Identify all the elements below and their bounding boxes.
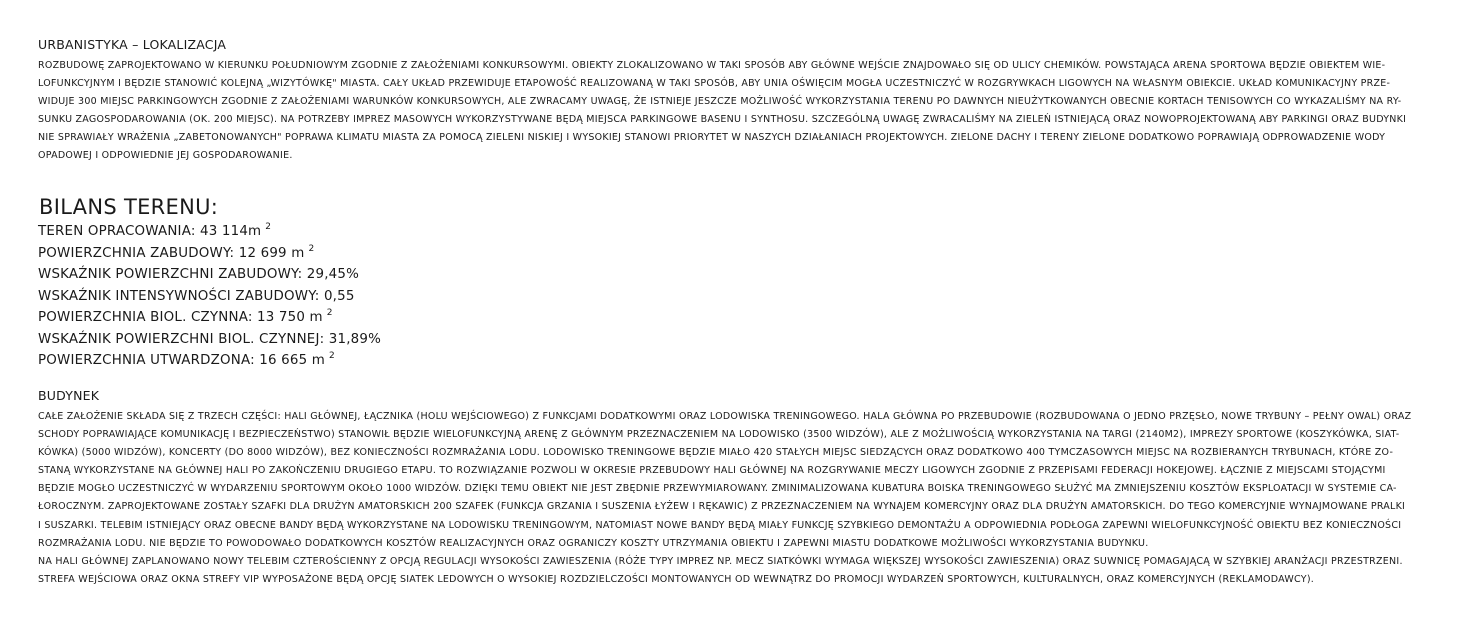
urbanistyka-paragraph [38, 57, 1450, 166]
unit-superscript: 2 [265, 222, 272, 232]
text-line: CAŁE ZAŁOŻENIE SKŁADA SIĘ Z TRZECH CZĘŚCI: HALI GŁÓWNEJ, ŁĄCZNIKA (HOLU WEJŚCIOWEGO) Z FUNKCJAMI DODATKOWYMI ORAZ LODOWISKA TRENINGOWEGO. HALA GŁÓWNA PO PRZEBUDOWIE (ROZBUDOWANA O JEDNO PRZĘSŁO, NOWE TRYBUNY – PEŁNY OWAL) ORAZ [38, 411, 1412, 422]
bilans-row-text: WSKAŹNIK INTENSYWNOŚCI ZABUDOWY: 0,55 [38, 288, 355, 304]
bilans-row-text: WSKAŹNIK POWIERZCHNI ZABUDOWY: 29,45% [38, 267, 360, 282]
unit-superscript: 2 [308, 243, 315, 254]
text-line: NA HALI GŁÓWNEJ ZAPLANOWANO NOWY TELEBIM CZTEROŚCIENNY Z OPCJĄ REGULACJI WYSOKOŚCI ZAWIESZENIA (RÓŻE TYPY IMPREZ NP. MECZ SIATKÓWKI WYMAGA WIĘKSZEJ WYSOKOŚCI ZAWIESZENIA) ORAZ SUWNICĘ POMAGAJĄCĄ W SZYBKIEJ ARANŻACJI PRZESTRZENI. [38, 555, 1403, 567]
unit-superscript: 2 [326, 308, 333, 318]
budynek-section [38, 388, 1450, 589]
text-line: LOFUNKCYJNYM I BĘDZIE STANOWIĆ KOLEJNĄ „WIZYTÓWKĘ" MIASTA. CAŁY UKŁAD PRZEWIDUJE ETAPOWOŚĆ REALIZOWANĄ W TAKI SPOSÓB, ABY UNIA OŚWIĘCIM MOGŁA UCZESTNICZYĆ W ROZGRYWKACH LIGOWYCH NA WŁASNYM OBIEKCIE. UKŁAD KOMUNIKACYJNY PRZE- [38, 78, 1391, 90]
urbanistyka-section [38, 37, 1450, 166]
bilans-row-text: POWIERZCHNIA UTWARDZONA: 16 665 m [38, 353, 325, 368]
bilans-row [38, 284, 1450, 306]
bilans-row [38, 305, 1450, 327]
text-line: BĘDZIE MOGŁO UCZESTNICZYĆ W WYDARZENIU SPORTOWYM OKOŁO 1000 WIDZÓW. DZIĘKI TEMU OBIEKT NIE JEST ZBĘDNIE PRZEWYMIAROWANY. ZMINIMALIZOWANA KUBATURA BOISKA TRENINGOWEGO SŁUŻYĆ MA ZMNIEJSZENIU KOSZTÓW EKSPLOATACJI W SYSTEMIE CA- [38, 483, 1397, 495]
text-line: SUNKU ZAGOSPODAROWANIA (OK. 200 MIEJSC). NA POTRZEBY IMPREZ MASOWYCH WYKORZYSTYWANE BĘDĄ MIEJSCA PARKINGOWE BASENU I SYNTHOSU. SZCZEGÓLNĄ UWAGĘ ZWRACALIŚMY NA ZIELEŃ ISTNIEJĄCĄ ORAZ NOWOPROJEKTOWANĄ ABY PARKINGI ORAZ BUDYNKI [38, 114, 1407, 126]
budynek-paragraph [38, 408, 1450, 589]
bilans-row-text: WSKAŹNIK POWIERZCHNI BIOL. CZYNNEJ: 31,89% [38, 331, 382, 347]
bilans-row [38, 348, 1450, 370]
bilans-list [38, 219, 1450, 370]
bilans-row [38, 262, 1450, 284]
text-line: OPADOWEJ I ODPOWIEDNIE JEJ GOSPODAROWANIE. [38, 150, 293, 162]
urbanistyka-heading: URBANISTYKA – LOKALIZACJA [38, 37, 227, 52]
text-line: STANĄ WYKORZYSTANE NA GŁÓWNEJ HALI PO ZAKOŃCZENIU DRUGIEGO ETAPU. TO ROZWIĄZANIE POZWOLI W OKRESIE PRZEBUDOWY HALI GŁÓWNEJ NA ROZGRYWANIE MECZY LIGOWYCH ZGODNIE Z PRZEPISAMI FEDERACJI HOKEJOWEJ. ŁĄCZNIE Z MIEJSCAMI STOJĄCYMI [38, 465, 1386, 477]
bilans-section [38, 196, 1450, 370]
text-line: STREFA WEJŚCIOWA ORAZ OKNA STREFY VIP WYPOSAŻONE BĘDĄ OPCJĘ SIATEK LEDOWYCH O WYSOKIEJ ROZDZIELCZOŚCI MONTOWANYCH OD WEWNĄTRZ DO PROMOCJI WYDARZEŃ SPORTOWYCH, KULTURALNYCH, ORAZ KOMERCYJNYCH (REKLAMODAWCY). [38, 573, 1315, 585]
unit-superscript: 2 [329, 351, 335, 361]
text-line: ŁOROCZNYM. ZAPROJEKTOWANE ZOSTAŁY SZAFKI DLA DRUŻYN AMATORSKICH 200 SZAFEK (FUNKCJA GRZANIA I SUSZENIA ŁYŻEW I RĘKAWIC) Z PRZEZNACZENIEM NA WYNAJEM KOMERCYJNY ORAZ DLA DRUŻYN AMATORSKICH. DO TEGO KOMERCYJNIE WYNAJMOWANE PRALKI [38, 501, 1406, 513]
bilans-row-text: TEREN OPRACOWANIA: 43 114m [38, 224, 262, 239]
bilans-title: BILANS TERENU: [39, 195, 219, 219]
budynek-heading: BUDYNEK [38, 388, 100, 403]
text-line: KÓWKA) (5000 WIDZÓW), KONCERTY (DO 8000 WIDZÓW), BEZ KONIECZNOŚCI ROZMRAŻANIA LODU. LODOWISKO TRENINGOWE BĘDZIE MIAŁO 420 STAŁYCH MIEJSC SIEDZĄCYCH ORAZ DODATKOWO 400 TYMCZASOWYCH MIEJSC NA ROZBIERANYCH TRYBUNACH, KTÓRE ZO- [38, 447, 1394, 459]
text-line: I SUSZARKI. TELEBIM ISTNIEJĄCY ORAZ OBECNE BANDY BĘDĄ WYKORZYSTANE NA LODOWISKU TRENINGOWYM, NATOMIAST NOWE BANDY BĘDĄ MIAŁY FUNKCJĘ SZYBKIEGO DEMONTAŻU A ODPOWIEDNIA PODŁOGA ZAPEWNI WIELOFUNKCYJNOŚĆ OBIEKTU BEZ KONIECZNOŚCI [38, 519, 1402, 531]
bilans-row [38, 327, 1450, 349]
bilans-row [38, 219, 1450, 241]
text-line: ROZBUDOWĘ ZAPROJEKTOWANO W KIERUNKU POŁUDNIOWYM ZGODNIE Z ZAŁOŻENIAMI KONKURSOWYMI. OBIEKTY ZLOKALIZOWANO W TAKI SPOSÓB ABY GŁÓWNE WEJŚCIE ZNAJDOWAŁO SIĘ OD ULICY CHEMIKÓW. POWSTAJĄCA ARENA SPORTOWA BĘDZIE OBIEKTEM WIE- [38, 60, 1386, 71]
text-line: NIE SPRAWIAŁY WRAŻENIA „ZABETONOWANYCH" POPRAWA KLIMATU MIASTA ZA POMOCĄ ZIELENI NISKIEJ I WYSOKIEJ STANOWI PRIORYTET W NASZYCH DZIAŁANIACH PROJEKTOWYCH. ZIELONE DACHY I TERENY ZIELONE DODATKOWO POPRAWIAJĄ ODPROWADZENIE WODY [38, 132, 1386, 144]
bilans-row-text: POWIERZCHNIA ZABUDOWY: 12 699 m [38, 245, 305, 261]
text-line: WIDUJE 300 MIEJSC PARKINGOWYCH ZGODNIE Z ZAŁOŻENIAMI WARUNKÓW KONKURSOWYCH, ALE ZWRACAMY UWAGĘ, ŻE ISTNIEJE JESZCZE MOŻLIWOŚĆ WYKORZYSTANIA TERENU PO DAWNYCH NIEUŻYTKOWANYCH OBECNIE KORTACH TENISOWYCH CO WYKAZALIŚMY NA RY- [38, 96, 1402, 108]
bilans-row-text: POWIERZCHNIA BIOL. CZYNNA: 13 750 m [38, 310, 323, 325]
text-line: SCHODY POPRAWIAJĄCE KOMUNIKACJĘ I BEZPIECZEŃSTWO) STANOWIŁ BĘDZIE WIELOFUNKCYJNĄ ARENĘ Z GŁÓWNYM PRZEZNACZENIEM NA LODOWISKO (3500 WIDZÓW), ALE Z MOŻLIWOŚCIĄ WYKORZYSTANIA NA TARGI (2140M2), IMPREZY SPORTOWE (KOSZYKÓWKA, SIAT- [38, 429, 1400, 441]
bilans-row [38, 241, 1450, 263]
text-line: ROZMRAŻANIA LODU. NIE BĘDZIE TO POWODOWAŁO DODATKOWYCH KOSZTÓW REALIZACYJNYCH ORAZ OGRANICZY KOSZTY UTRZYMANIA OBIEKTU I ZAPEWNI MIASTU DODATKOWE MOŻLIWOŚCI WYKORZYSTANIA BUDYNKU. [38, 537, 1149, 549]
